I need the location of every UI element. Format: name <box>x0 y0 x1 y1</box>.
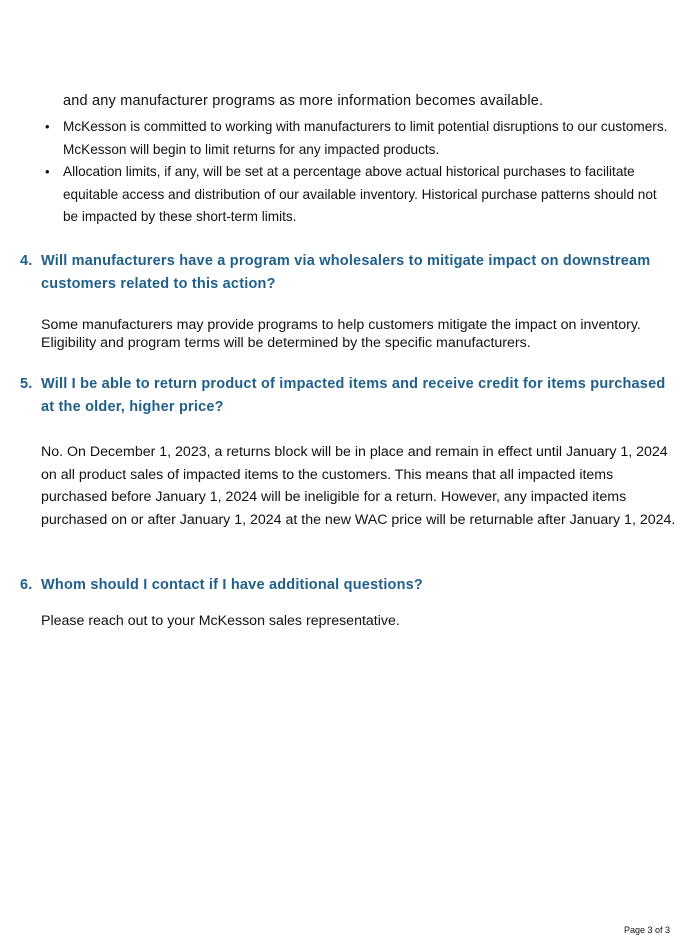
answer-text: Please reach out to your McKesson sales representative. <box>41 613 400 629</box>
page-number: Page 3 of 3 <box>623 925 670 935</box>
question-text: Will manufacturers have a program via wholesalers to mitigate impact on downstream customers related to this action? <box>41 253 651 292</box>
continuation-text: and any manufacturer programs as more information becomes available. <box>63 93 544 109</box>
bullet-text: Allocation limits, if any, will be set at a percentage above actual historical purchases to facilitate equitable access and distribution of our available inventory. Historical purchase patterns should not be impacted by these short-term limits. <box>63 164 657 224</box>
answer-text: Some manufacturers may provide programs to help customers mitigate the impact on inventory. Eligibility and program terms will be determined by the specific manufacturers. <box>41 317 641 351</box>
bullet-dot-icon: • <box>45 164 50 179</box>
question-number: 4. <box>20 253 33 269</box>
question-text: Whom should I contact if I have additional questions? <box>41 577 423 593</box>
bullet-text: McKesson is committed to working with manufacturers to limit potential disruptions to our customers. McKesson will begin to limit returns for any impacted products. <box>63 119 668 157</box>
question-heading <box>20 373 680 419</box>
bullet-item <box>45 161 675 229</box>
question-number: 5. <box>20 376 33 392</box>
question-heading <box>20 574 680 597</box>
question-number: 6. <box>20 577 33 593</box>
bullet-list <box>45 116 675 229</box>
bullet-item <box>45 116 675 161</box>
question-text: Will I be able to return product of impacted items and receive credit for items purchased at the older, higher price? <box>41 376 666 415</box>
bullet-dot-icon: • <box>45 119 50 134</box>
answer-text: No. On December 1, 2023, a returns block will be in place and remain in effect until January 1, 2024 on all product sales of impacted items to the customers. This means that all impacted items purchased before January 1, 2024 will be ineligible for a return. However, any impacted items purchased on or after January 1, 2024 at the new WAC price will be returnable after January 1, 2024. <box>41 444 676 528</box>
question-heading <box>20 250 680 296</box>
